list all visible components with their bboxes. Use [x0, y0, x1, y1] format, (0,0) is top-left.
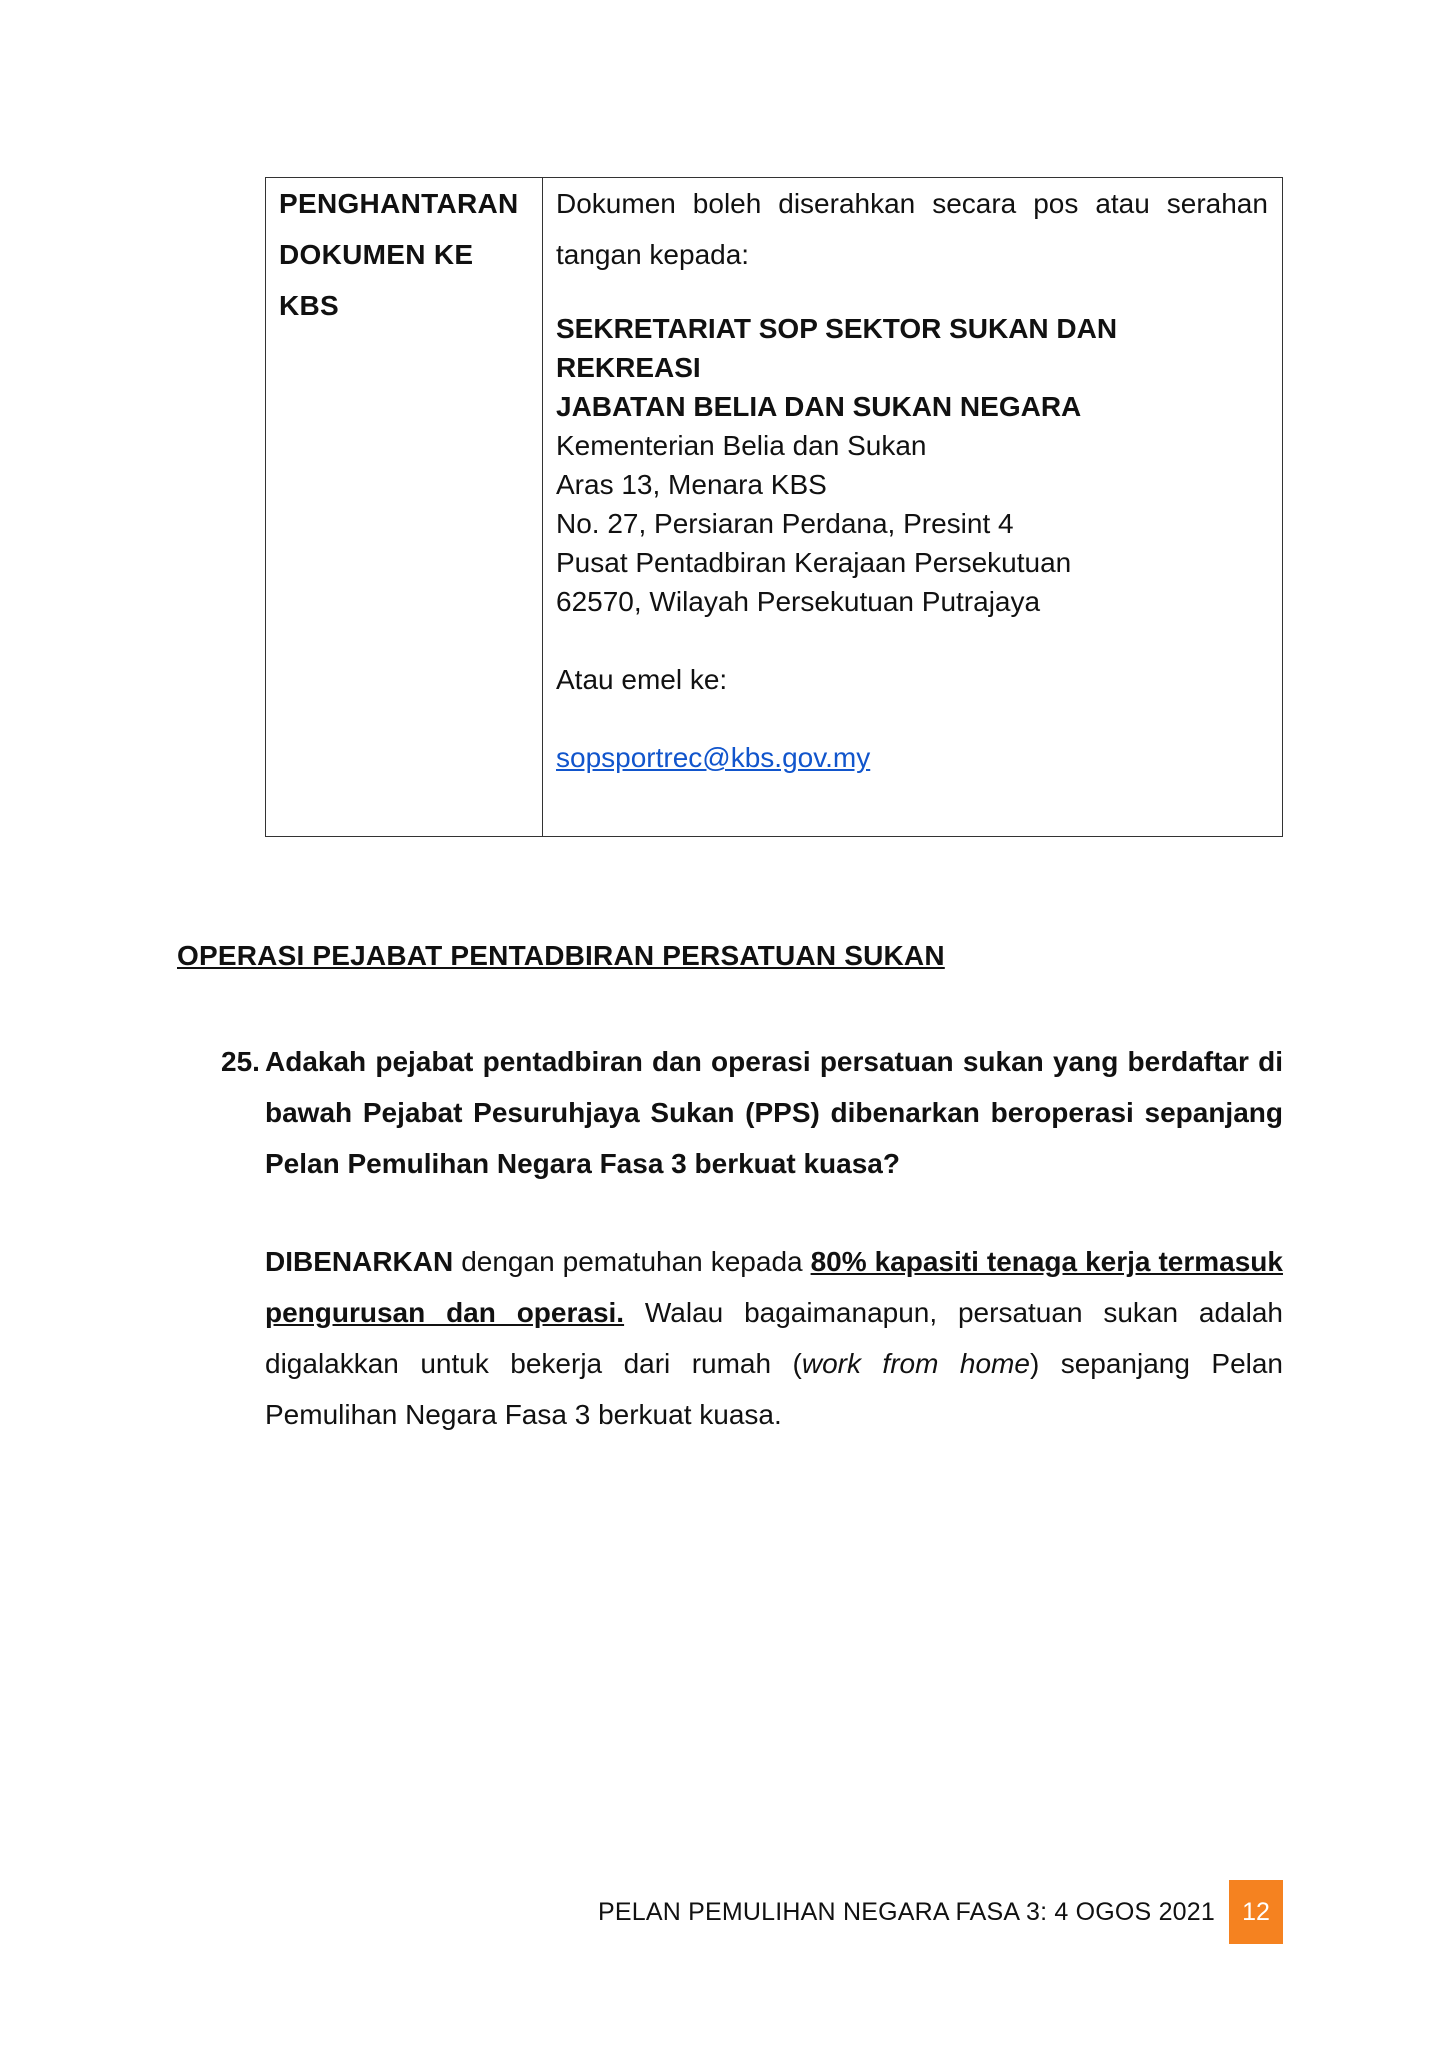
address-line: Aras 13, Menara KBS — [556, 469, 827, 500]
page-footer — [598, 1880, 1283, 1944]
answer-lead: DIBENARKAN — [265, 1246, 454, 1277]
intro-word: diserahkan — [778, 188, 916, 219]
address-line: 62570, Wilayah Persekutuan Putrajaya — [556, 586, 1041, 617]
intro-word: pos — [1033, 188, 1079, 219]
address-org-line: SEKRETARIAT SOP SEKTOR SUKAN DAN — [556, 313, 1118, 344]
submission-intro — [556, 178, 1268, 280]
answer-part: ) sepanjang Pelan Pemulihan Negara Fasa 3 berkuat kuasa. — [265, 1348, 1284, 1430]
table-label-line: KBS — [279, 290, 340, 321]
table-label-cell — [266, 178, 543, 836]
address-org-line: JABATAN BELIA DAN SUKAN NEGARA — [556, 391, 1082, 422]
submission-intro-line1 — [556, 178, 1268, 229]
intro-word: atau — [1095, 188, 1150, 219]
intro-word: Dokumen — [556, 188, 676, 219]
footer-title: PELAN PEMULIHAN NEGARA FASA 3: 4 OGOS 2021 — [598, 1897, 1215, 1926]
answer-emphasis: 80% kapasiti tenaga kerja termasuk pengurusan dan operasi. — [265, 1246, 1283, 1328]
address-line: Kementerian Belia dan Sukan — [556, 430, 927, 461]
table-label-line: DOKUMEN KE — [279, 239, 474, 270]
question-text: Adakah pejabat pentadbiran dan operasi persatuan sukan yang berdaftar di bawah Pejabat Pesuruhjaya Sukan (PPS) dibenarkan beroperasi sepanjang Pelan Pemulihan Negara Fasa 3 berkuat kuasa? — [265, 1046, 1283, 1179]
intro-word: secara — [932, 188, 1017, 219]
email-prompt: Atau emel ke: — [556, 664, 728, 695]
address-org-line: REKREASI — [556, 352, 701, 383]
address-line: No. 27, Persiaran Perdana, Presint 4 — [556, 508, 1014, 539]
answer-text — [265, 1236, 1283, 1440]
email-link[interactable]: sopsportrec@kbs.gov.my — [556, 742, 871, 773]
table-content-cell — [543, 178, 1282, 836]
answer-part: dengan pematuhan kepada — [453, 1246, 811, 1277]
mailing-address — [556, 309, 1268, 621]
answer-part: Walau bagaimanapun, persatuan sukan adalah digalakkan untuk bekerja dari rumah ( — [265, 1297, 1283, 1379]
answer-italic: work from home — [801, 1348, 1030, 1379]
submission-intro-line2: tangan kepada: — [556, 239, 750, 270]
page-number-badge: 12 — [1229, 1880, 1283, 1944]
faq-item — [221, 1036, 1283, 1440]
section-heading: OPERASI PEJABAT PENTADBIRAN PERSATUAN SUKAN — [177, 940, 945, 971]
table-label-line: PENGHANTARAN — [279, 188, 519, 219]
document-submission-table — [265, 177, 1283, 837]
question-number: 25. — [221, 1046, 260, 1077]
intro-word: boleh — [692, 188, 762, 219]
intro-word: serahan — [1166, 188, 1268, 219]
address-line: Pusat Pentadbiran Kerajaan Persekutuan — [556, 547, 1072, 578]
